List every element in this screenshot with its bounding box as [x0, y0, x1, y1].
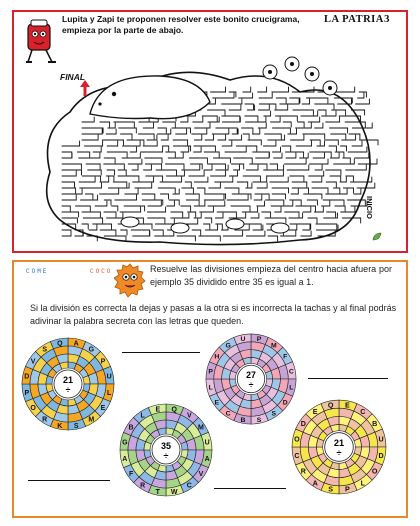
- wheel-letter: D: [300, 419, 306, 428]
- wheel-letter: V: [198, 470, 204, 478]
- wheel-letter: H: [214, 353, 220, 361]
- answer-blank-2[interactable]: [308, 378, 388, 379]
- division-wheel-4: [290, 398, 388, 496]
- wheel-letter: Q: [57, 340, 63, 348]
- wheel-letter: K: [57, 422, 63, 430]
- wheel-letter: O: [30, 404, 36, 412]
- start-leaf-icon: [372, 232, 382, 242]
- wheel-letter: A: [312, 479, 318, 488]
- wheel-letter: R: [42, 416, 48, 424]
- wheel-letter: E: [100, 404, 106, 412]
- wheel-center-number: 21: [333, 437, 345, 448]
- wheel-letter: U: [204, 439, 210, 447]
- wheel-letter: C: [360, 408, 366, 417]
- arrow-up-icon: [80, 80, 90, 96]
- page-number: 3: [384, 13, 390, 25]
- wheel-letter: Q: [327, 401, 334, 410]
- wheel-letter: C: [294, 452, 300, 461]
- logo-come: COME: [26, 268, 49, 275]
- instructions-line-1: Resuelve las divisiones empieza del centro hacia afuera por ejemplo 35 dividido entre 35 es igual a 1.: [150, 264, 392, 287]
- wheel-letter: M: [197, 424, 204, 432]
- wheel-letter: A: [122, 455, 128, 463]
- wheel-letter: S: [256, 416, 262, 424]
- intro-text: Lupita y Zapi te proponen resolver este bonito crucigrama, empieza por la parte de abajo.: [62, 14, 300, 35]
- wheel-letter: L: [140, 412, 145, 420]
- wheel-letter: F: [283, 353, 288, 361]
- wheel-letter: F: [128, 470, 134, 478]
- answer-blank-4[interactable]: [214, 488, 286, 489]
- answer-blank-1[interactable]: [122, 352, 200, 353]
- wheel-letter: R: [300, 467, 306, 476]
- wheel-operator: ÷: [248, 379, 254, 390]
- wheel-center-number: 21: [62, 375, 74, 385]
- wheel-letter: B: [128, 424, 134, 432]
- wheel-letter: P: [24, 389, 30, 397]
- wheel-letter: O: [371, 467, 378, 476]
- wheel-letter: M: [270, 342, 277, 350]
- wheel-letter: E: [214, 399, 220, 407]
- wheel-letter: P: [344, 485, 350, 494]
- division-wheel-1: [20, 336, 116, 432]
- logo-coco: COCO: [90, 268, 113, 275]
- wheel-letter: L: [208, 384, 213, 392]
- division-wheel-3: [118, 402, 214, 498]
- wheel-letter: P: [208, 368, 213, 376]
- wheel-letter: D: [282, 399, 288, 407]
- wheel-letter: S: [73, 422, 79, 430]
- wheel-letter: E: [312, 408, 318, 417]
- wheel-center-number: 27: [246, 370, 256, 381]
- brand-name: LA PATRIA: [324, 14, 384, 25]
- fuzzy-mascot-illustration: [114, 262, 146, 298]
- wheel-letter: Q: [171, 406, 177, 414]
- wheel-operator: ÷: [163, 451, 169, 461]
- wheel-letter: M: [88, 416, 95, 424]
- wheel-letter: C: [225, 410, 231, 418]
- wheel-letter: R: [140, 482, 146, 490]
- wheel-letter: E: [155, 406, 161, 414]
- wheel-letter: D: [378, 452, 384, 461]
- wheel-letter: U: [240, 336, 246, 344]
- wheel-letter: S: [328, 485, 334, 494]
- wheel-letter: L: [360, 479, 365, 488]
- wheel-letter: O: [294, 435, 300, 444]
- wheel-letter: W: [170, 488, 178, 496]
- instructions-line-2: Si la división es correcta la dejas y pasas a la otra si es incorrecta la tachas y al final podrás adivinar la palabra secreta con las letras que queden.: [30, 303, 397, 326]
- wheel-letter: V: [186, 412, 192, 420]
- wheel-letter: U: [378, 435, 384, 444]
- wheel-letter: P: [256, 336, 262, 344]
- inicio-label: INICIO: [365, 196, 374, 219]
- wheel-letter: G: [225, 342, 231, 350]
- wheel-letter: S: [42, 346, 48, 354]
- wheel-letter: D: [24, 373, 30, 381]
- wheel-letter: G: [88, 346, 95, 354]
- wheel-letter: V: [30, 358, 36, 366]
- wheel-letter: A: [204, 455, 210, 463]
- wheel-center-number: 35: [160, 441, 172, 451]
- wheel-operator: ÷: [336, 448, 342, 459]
- division-wheel-2: [204, 332, 298, 426]
- wheel-letter: C: [288, 368, 294, 376]
- wheel-letter: B: [240, 416, 246, 424]
- wheel-letter: S: [271, 410, 277, 418]
- wheel-letter: L: [107, 389, 112, 397]
- wheel-operator: ÷: [65, 385, 71, 395]
- wheel-letter: E: [344, 401, 350, 410]
- wheel-letter: P: [100, 358, 106, 366]
- wheel-letter: T: [155, 488, 160, 496]
- wheel-letter: G: [122, 439, 128, 447]
- wheel-letter: L: [289, 384, 294, 392]
- answer-blank-3[interactable]: [28, 480, 110, 481]
- wheel-letter: U: [106, 373, 112, 381]
- final-label: FINAL: [60, 72, 86, 82]
- wheel-letter: C: [186, 482, 192, 490]
- wheel-letter: A: [73, 340, 79, 348]
- wheel-letter: B: [372, 419, 378, 428]
